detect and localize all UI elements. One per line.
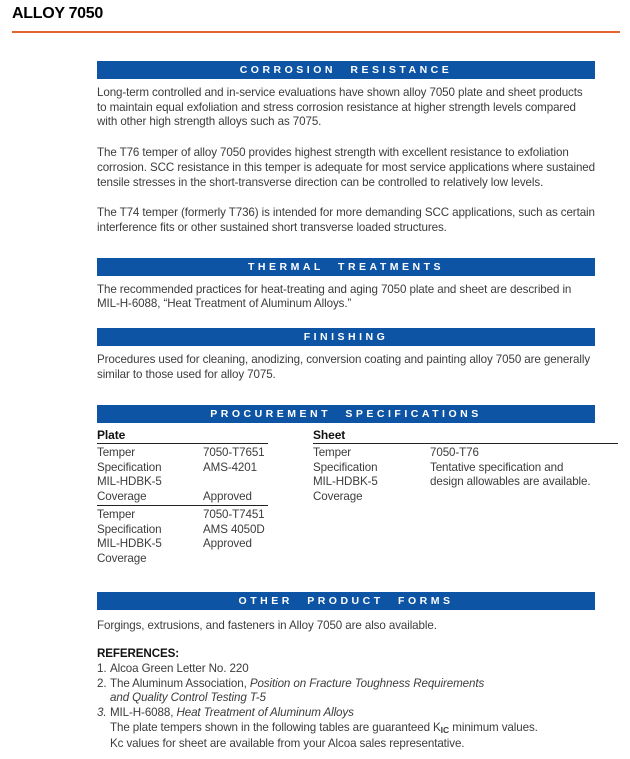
sheet-spec-table [313,428,618,566]
section-heading-label: CORROSION RESISTANCE [239,64,453,76]
reference-roman: MIL-H-6088, [110,705,177,719]
section-heading-finishing [97,328,595,346]
row-label: Coverage [313,489,363,503]
row-label: Specification [97,460,162,474]
row-label: MIL-HDBK-5 [97,537,162,551]
kic-subscript: IC [440,724,450,735]
table-row [97,523,313,538]
table-row [97,508,313,523]
row-label: Coverage [97,489,147,503]
section-heading-label: THERMAL TREATMENTS [247,260,445,273]
reference-italic: Heat Treatment of Aluminum Alloys [176,705,354,719]
references-heading: REFERENCES: [97,647,179,661]
reference-text [110,662,607,677]
plate-title-rule [97,443,268,444]
section-heading-other-product-forms [97,592,595,610]
reference-italic: and Quality Control Testing T-5 [110,691,266,705]
row-label: Temper [97,508,136,522]
paragraph-corrosion-2: The T76 temper of alloy 7050 provides highest strength with excellent resistance to exfoliation corrosion. SCC resistance in this temper is adequate for most service applications where sustained tensile stresses in the short-transverse direction can be controlled to relatively low levels. [97,146,595,189]
row-value: design allowables are available. [430,475,591,489]
table-row [97,537,313,552]
title-rule [12,31,620,33]
paragraph-corrosion-1: Long-term controlled and in-service evaluations have shown alloy 7050 plate and sheet products to maintain equal exfoliation and stress corrosion resistance at higher strength levels compared with other high strength alloys such as 7075. [97,86,583,129]
row-value: Approved [203,489,252,503]
table-row [97,490,313,505]
table-row [97,552,313,567]
row-label: Temper [97,446,136,460]
reference-item [97,677,607,706]
page-title: ALLOY 7050 [12,5,103,22]
reference-number: 2. [97,676,107,690]
reference-note-kc: Kc values for sheet are available from your Alcoa sales representative. [110,737,465,751]
reference-note-kic [110,721,607,738]
row-value: 7050-T76 [430,446,479,460]
sheet-title-rule [313,443,618,444]
section-heading-label: FINISHING [303,331,389,344]
row-value: Approved [203,537,252,551]
section-heading-corrosion-resistance [97,61,595,79]
note-text: The plate tempers shown in the following tables are guaranteed K [110,720,441,734]
plate-table-title: Plate [97,428,126,443]
row-value: 7050-T7651 [203,446,265,460]
table-row [313,490,618,505]
table-row [313,475,618,490]
table-row [313,446,618,461]
table-row [97,461,313,476]
row-label: MIL-HDBK-5 [313,475,378,489]
reference-number: 3. [97,705,107,719]
content [97,61,618,752]
reference-text [110,677,607,706]
table-row [313,461,618,476]
plate-group-divider [97,505,268,506]
reference-number: 1. [97,661,107,675]
row-value: Tentative specification and [430,460,564,474]
section-heading-thermal-treatments [97,258,595,276]
row-value: 7050-T7451 [203,508,265,522]
paragraph-other-forms: Forgings, extrusions, and fasteners in Alloy 7050 are also available. [97,619,437,633]
row-value: AMS-4201 [203,460,257,474]
sheet-table-title: Sheet [313,428,346,443]
row-label: Specification [97,522,162,536]
section-heading-label: OTHER PRODUCT FORMS [238,595,454,608]
section-heading-procurement-specifications [97,405,595,423]
section-heading-label: PROCUREMENT SPECIFICATIONS [210,408,482,421]
row-value [430,490,618,505]
reference-roman: Alcoa Green Letter No. 220 [110,661,249,675]
table-row [97,446,313,461]
row-value [203,475,313,490]
paragraph-corrosion-3: The T74 temper (formerly T736) is intended for more demanding SCC applications, such as certain interference fits or other sustained short transverse loaded structures. [97,206,595,234]
reference-italic: Position on Fracture Toughness Requirements [249,676,485,690]
row-label: MIL-HDBK-5 [97,475,162,489]
plate-spec-table [97,428,313,566]
table-row [97,475,313,490]
procurement-tables [97,428,618,566]
row-label: Coverage [97,551,147,565]
reference-item [97,706,607,721]
note-text: minimum values. [449,720,538,734]
reference-text [110,706,607,721]
row-value [203,552,313,567]
row-label: Specification [313,460,378,474]
row-value: AMS 4050D [203,522,265,536]
reference-roman: The Aluminum Association, [110,676,250,690]
paragraph-thermal: The recommended practices for heat-treating and aging 7050 plate and sheet are described in MIL-H-6088, “Heat Treatment of Aluminum Alloys.” [97,282,572,311]
reference-item [97,662,607,677]
paragraph-finishing: Procedures used for cleaning, anodizing, conversion coating and painting alloy 7050 are generally similar to those used for alloy 7075. [97,353,591,381]
references-section [97,647,607,752]
row-label: Temper [313,446,352,460]
